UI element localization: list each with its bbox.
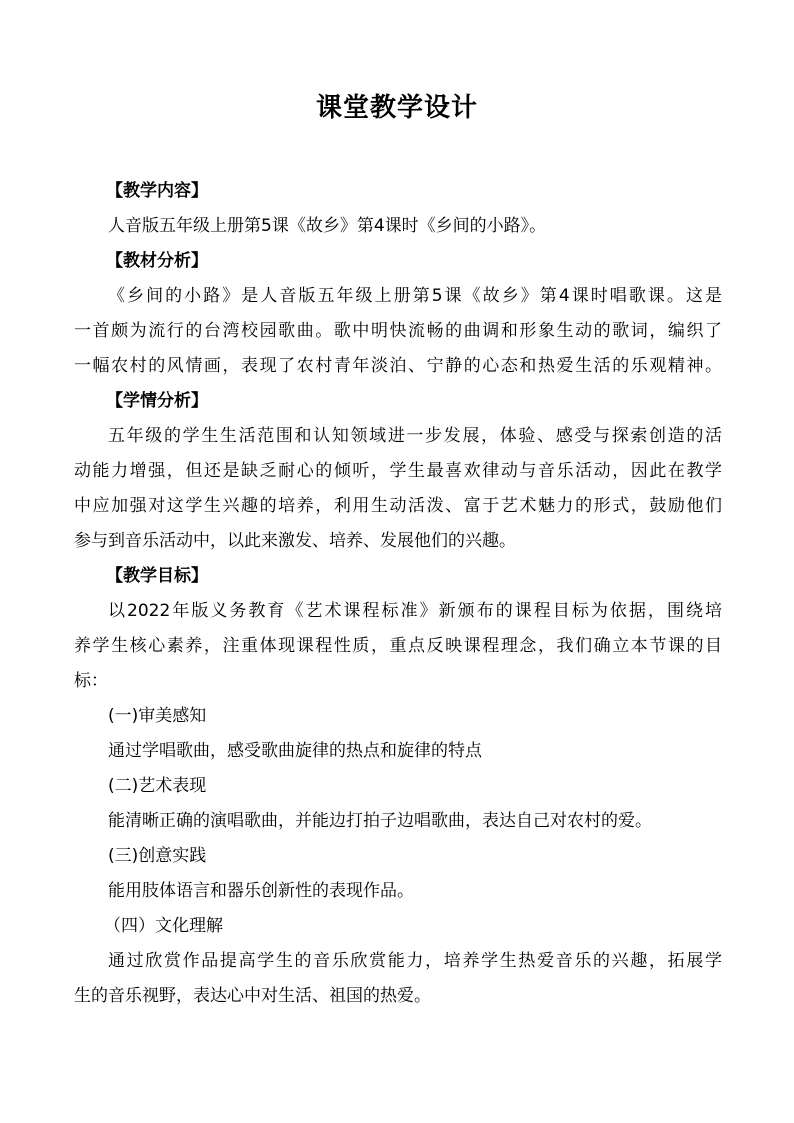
paragraph-line: 中应加强对这学生兴趣的培养，利用生动活泼、富于艺术魅力的形式，鼓励他们 — [74, 496, 722, 516]
section-heading-material: 【教材分析】 — [106, 251, 208, 271]
objective-text: 通过学唱歌曲，感受歌曲旋律的热点和旋律的特点 — [108, 741, 482, 761]
document-body — [74, 174, 722, 1014]
paragraph-line: 人音版五年级上册第5课《故乡》第4课时《乡间的小路》。 — [108, 216, 547, 236]
paragraph-line: 参与到音乐活动中，以此来激发、培养、发展他们的兴趣。 — [74, 531, 516, 551]
objective-text: 能用肢体语言和器乐创新性的表现作品。 — [108, 881, 414, 901]
paragraph-line: 一幅农村的风情画，表现了农村青年淡泊、宁静的心态和热爱生活的乐观精神。 — [74, 356, 722, 376]
page-title: 课堂教学设计 — [315, 93, 478, 123]
objective-label: (三)创意实践 — [108, 846, 207, 866]
paragraph-line: 以2022年版义务教育《艺术课程标准》新颁布的课程目标为依据，围绕培 — [108, 601, 722, 621]
section-heading-objectives: 【教学目标】 — [106, 566, 208, 586]
section-heading-students: 【学情分析】 — [106, 391, 208, 411]
objective-label: (一)审美感知 — [108, 706, 207, 726]
paragraph-line: 《乡间的小路》是人音版五年级上册第5课《故乡》第4课时唱歌课。这是 — [108, 286, 722, 306]
objective-text: 生的音乐视野，表达心中对生活、祖国的热爱。 — [74, 986, 431, 1006]
paragraph-line: 五年级的学生生活范围和认知领域进一步发展，体验、感受与探索创造的活 — [108, 426, 722, 446]
section-heading-content: 【教学内容】 — [106, 181, 208, 201]
objective-label: (二)艺术表现 — [108, 776, 207, 796]
objective-text: 通过欣赏作品提高学生的音乐欣赏能力，培养学生热爱音乐的兴趣，拓展学 — [108, 951, 722, 971]
paragraph-line: 动能力增强，但还是缺乏耐心的倾听，学生最喜欢律动与音乐活动，因此在教学 — [74, 461, 722, 481]
paragraph-line: 标： — [74, 671, 108, 691]
paragraph-line: 一首颇为流行的台湾校园歌曲。歌中明快流畅的曲调和形象生动的歌词，编织了 — [74, 321, 722, 341]
paragraph-line: 养学生核心素养，注重体现课程性质，重点反映课程理念，我们确立本节课的目 — [74, 636, 722, 656]
objective-label: （四）文化理解 — [104, 916, 223, 936]
objective-text: 能清晰正确的演唱歌曲，并能边打拍子边唱歌曲，表达自己对农村的爱。 — [108, 811, 652, 831]
